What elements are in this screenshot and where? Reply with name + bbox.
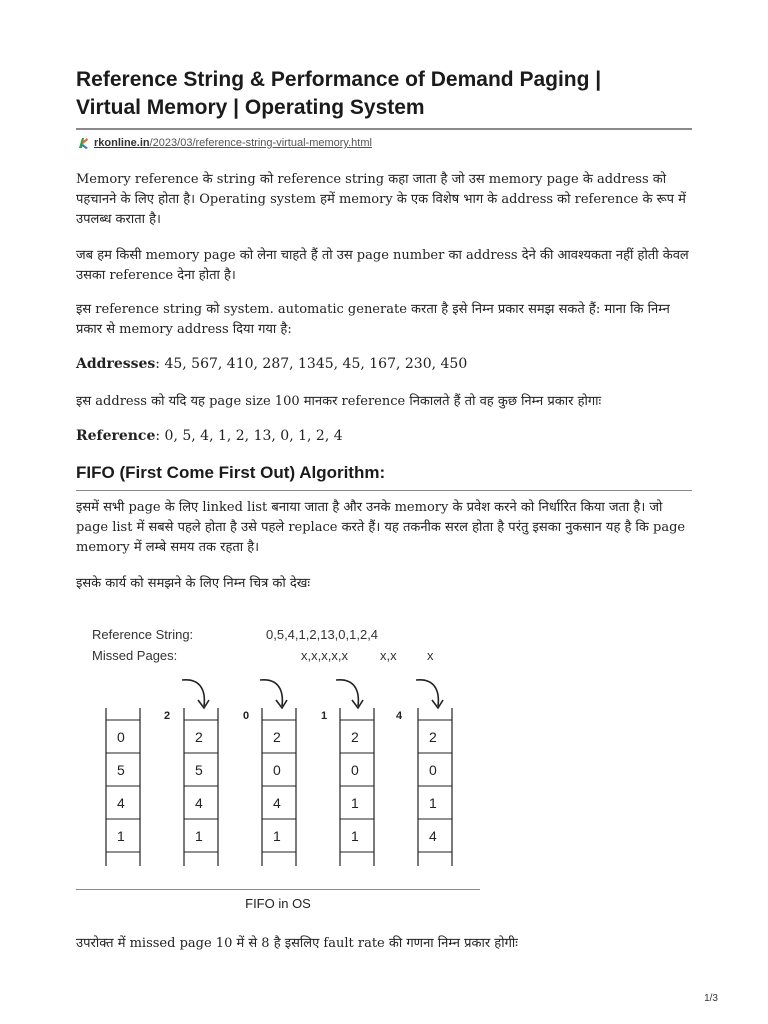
- frame-value: 1: [351, 828, 359, 844]
- figure-missed-1: x,x,x,x,x: [301, 648, 348, 663]
- memory-stack: [340, 708, 374, 866]
- paragraph-4: इस address को यदि यह page size 100 मानकर reference निकालते हैं तो वह कुछ निम्न प्रकार होगाः: [76, 394, 602, 409]
- source-link[interactable]: [76, 135, 692, 151]
- arrow-icon: [336, 680, 358, 706]
- arrow-icon: [260, 680, 282, 706]
- frame-value: 1: [273, 828, 281, 844]
- frame-value: 4: [117, 795, 125, 811]
- caption-divider: [76, 889, 480, 890]
- reference-label: Reference: [76, 428, 156, 444]
- paragraph-3: इस reference string को system. automatic generate करता है इसे निम्न प्रकार समझ सकते हैं: माना कि निम्न प्रकार से memory address दिया गया है:: [76, 302, 670, 337]
- frame-value: 2: [429, 729, 437, 745]
- incoming-page-1: 2: [164, 710, 171, 722]
- arrow-icon: [416, 680, 438, 706]
- addresses-values: : 45, 567, 410, 287, 1345, 45, 167, 230, 450: [155, 356, 468, 372]
- paragraph-1: Memory reference के string को reference string कहा जाता है जो उस memory page के address को पहचानने के लिए होता है। Operating system हमें memory के एक विशेष भाग के address को reference के रूप में उपलब्ध कराता है।: [76, 172, 686, 227]
- page-title: [76, 66, 692, 122]
- figure-missed-2: x,x: [380, 648, 397, 663]
- frame-value: 2: [273, 729, 281, 745]
- title-divider: [76, 128, 692, 130]
- title-line-1: Reference String & Performance of Demand Paging |: [76, 68, 602, 91]
- frame-value: 0: [351, 762, 359, 778]
- frame-value: 4: [273, 795, 281, 811]
- paragraph-5: इसमें सभी page के लिए linked list बनाया जाता है और उनके memory के प्रवेश करने को निर्धारित किया जता है। जो page list में सबसे पहले होता है उसे पहले replace करते हैं। यह तकनीक सरल होता है परंतु इसका नुकसान यह है कि page memory में लम्बे समय तक रहता है।: [76, 500, 686, 555]
- incoming-page-4: 4: [396, 710, 403, 722]
- frame-value: 5: [117, 762, 125, 778]
- source-path[interactable]: /2023/03/reference-string-virtual-memory.html: [149, 137, 372, 149]
- title-line-2: Virtual Memory | Operating System: [76, 96, 425, 119]
- frame-value: 1: [351, 795, 359, 811]
- figure-ref-value: 0,5,4,1,2,13,0,1,2,4: [266, 627, 379, 642]
- memory-stack: [106, 708, 140, 866]
- figure-missed-3: x: [427, 648, 434, 663]
- source-site[interactable]: rkonline.in: [94, 137, 150, 149]
- frame-value: 1: [429, 795, 437, 811]
- reference-values: : 0, 5, 4, 1, 2, 13, 0, 1, 2, 4: [155, 428, 343, 444]
- figure-caption: FIFO in OS: [245, 896, 311, 911]
- document-page: [76, 66, 692, 951]
- section-divider: [76, 490, 692, 491]
- frame-value: 5: [195, 762, 203, 778]
- rkonline-favicon-icon: [76, 136, 90, 150]
- memory-stack: [262, 708, 296, 866]
- figure-missed-label: Missed Pages:: [92, 648, 178, 663]
- memory-stacks: [106, 708, 452, 866]
- fifo-diagram: [76, 618, 476, 888]
- frame-value: 2: [195, 729, 203, 745]
- paragraph-2: जब हम किसी memory page को लेना चाहते हैं तो उस page number का address देने की आवश्यकता नहीं होती केवल उसका reference देना होता है।: [76, 248, 689, 283]
- paragraph-7: उपरोक्त में missed page 10 में से 8 है इसलिए fault rate की गणना निम्न प्रकार होगीः: [76, 936, 518, 951]
- paragraph-6: इसके कार्य को समझने के लिए निम्न चित्र को देखः: [76, 576, 311, 591]
- frame-value: 0: [117, 729, 125, 745]
- arrow-icon: [182, 680, 204, 706]
- section-heading: FIFO (First Come First Out) Algorithm:: [76, 463, 386, 482]
- page-number: 1/3: [704, 993, 718, 1004]
- incoming-page-3: 1: [321, 710, 328, 722]
- incoming-page-2: 0: [243, 710, 250, 722]
- frame-value: 0: [273, 762, 281, 778]
- frame-value: 1: [117, 828, 125, 844]
- frame-value: 4: [195, 795, 203, 811]
- frame-value: 2: [351, 729, 359, 745]
- addresses-label: Addresses: [76, 356, 156, 372]
- frame-value: 4: [429, 828, 437, 844]
- figure-ref-label: Reference String:: [92, 627, 194, 642]
- frame-value: 1: [195, 828, 203, 844]
- frame-value: 0: [429, 762, 437, 778]
- arrow-icons: [182, 680, 443, 708]
- reference-line: [76, 428, 343, 444]
- memory-stack: [418, 708, 452, 866]
- memory-stack: [184, 708, 218, 866]
- addresses-line: [76, 356, 467, 372]
